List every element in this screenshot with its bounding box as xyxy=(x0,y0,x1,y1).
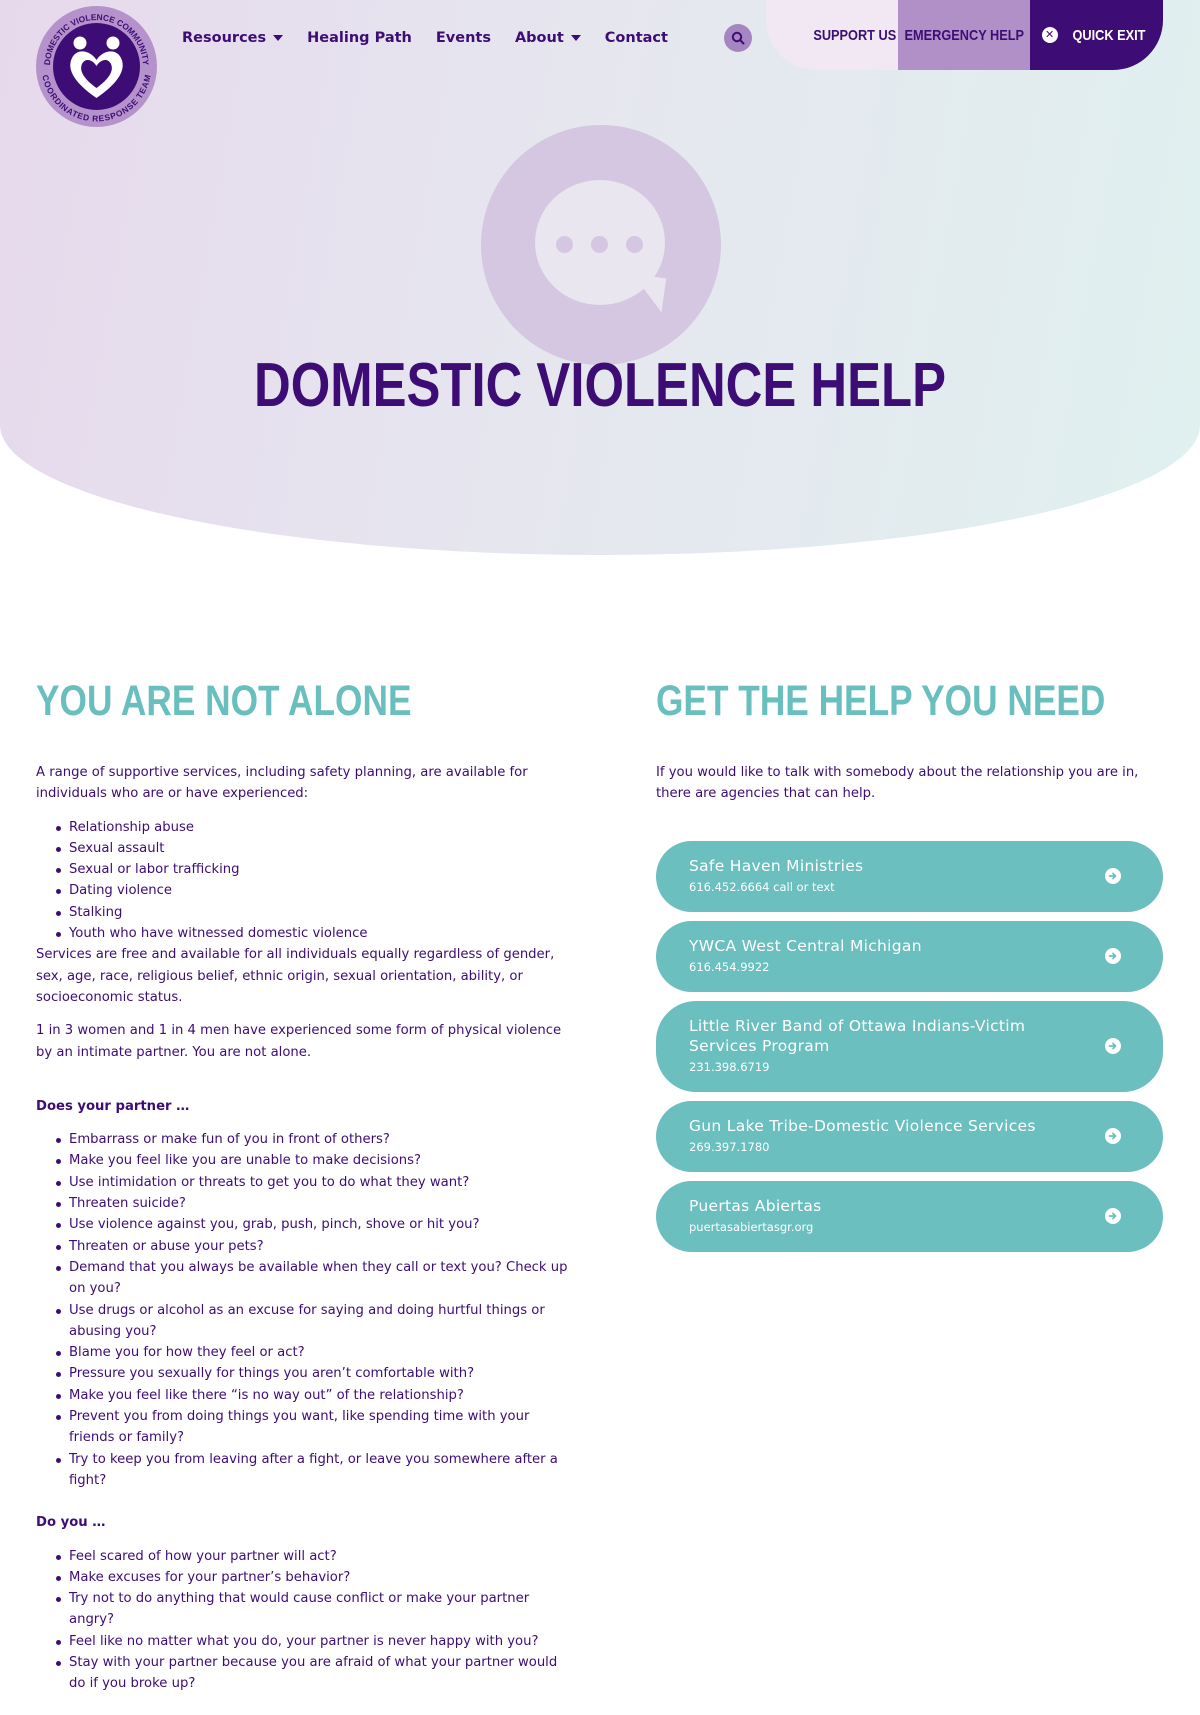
quick-exit-label: QUICK EXIT xyxy=(1072,26,1145,44)
get-help-section xyxy=(656,676,1166,1252)
nav-label: Events xyxy=(435,30,491,46)
list-item: Try not to do anything that would cause conflict or make your partner angry? xyxy=(69,1588,576,1631)
agency-name: Gun Lake Tribe-Domestic Violence Services xyxy=(689,1116,1036,1135)
section-title: GET THE HELP YOU NEED xyxy=(656,677,1106,725)
list-item: Use violence against you, grab, push, pinch, shove or hit you? xyxy=(69,1214,576,1235)
agency-card[interactable] xyxy=(656,1001,1163,1092)
agency-name: Safe Haven Ministries xyxy=(689,856,864,875)
support-us-label: SUPPORT US xyxy=(813,26,897,44)
nav-events[interactable] xyxy=(436,30,491,46)
emergency-help-button[interactable] xyxy=(898,0,1030,70)
list-item: Prevent you from doing things you want, like spending time with your friends or family? xyxy=(69,1406,576,1449)
list-item: Dating violence xyxy=(69,880,576,901)
site-logo[interactable] xyxy=(36,6,157,127)
quick-exit-button[interactable] xyxy=(1030,0,1163,70)
help-intro: If you would like to talk with somebody about the relationship you are in, there are agencies that can help. xyxy=(656,765,1139,802)
nav-contact[interactable] xyxy=(605,30,668,46)
nav-healing-path[interactable] xyxy=(307,30,412,46)
list-item: Make you feel like you are unable to make decisions? xyxy=(69,1150,576,1171)
agency-name: YWCA West Central Michigan xyxy=(689,936,922,955)
close-icon: ✕ xyxy=(1042,27,1058,43)
statistic-text: 1 in 3 women and 1 in 4 men have experienced some form of physical violence by an intimate partner. You are not alone. xyxy=(36,1023,562,1060)
agency-detail: 616.452.6664 call or text xyxy=(689,879,835,894)
list-item: Blame you for how they feel or act? xyxy=(69,1342,576,1363)
arrow-right-icon xyxy=(1105,868,1121,884)
list-item: Make excuses for your partner’s behavior? xyxy=(69,1567,576,1588)
list-item: Feel scared of how your partner will act? xyxy=(69,1546,576,1567)
agency-name: Puertas Abiertas xyxy=(689,1196,822,1215)
you-questions-list xyxy=(36,1546,576,1695)
agency-card[interactable] xyxy=(656,1181,1163,1252)
nav-label: Healing Path xyxy=(307,30,412,46)
list-item: Pressure you sexually for things you aren’t comfortable with? xyxy=(69,1363,576,1384)
arrow-right-icon xyxy=(1105,1038,1121,1054)
chevron-down-icon xyxy=(273,35,283,41)
agency-detail: 231.398.6719 xyxy=(689,1059,770,1074)
list-item: Stalking xyxy=(69,902,576,923)
list-item: Threaten suicide? xyxy=(69,1193,576,1214)
services-intro: A range of supportive services, including safety planning, are available for individuals who are or have experienced: xyxy=(36,765,528,802)
agency-detail: 269.397.1780 xyxy=(689,1139,770,1154)
list-item: Use intimidation or threats to get you to do what they want? xyxy=(69,1172,576,1193)
nav-label: Contact xyxy=(604,30,668,46)
hero-banner xyxy=(0,0,1200,555)
chat-dot xyxy=(591,236,608,253)
list-item: Threaten or abuse your pets? xyxy=(69,1236,576,1257)
list-item: Try to keep you from leaving after a fight, or leave you somewhere after a fight? xyxy=(69,1449,576,1492)
arrow-right-icon xyxy=(1105,1208,1121,1224)
arrow-right-icon xyxy=(1105,948,1121,964)
nav-label: About xyxy=(514,30,564,46)
nav-about[interactable] xyxy=(515,30,581,46)
agency-name: Little River Band of Ottawa Indians-Victim Services Program xyxy=(689,1016,1026,1055)
you-heading: Do you … xyxy=(36,1515,106,1531)
list-item: Make you feel like there “is no way out” of the relationship? xyxy=(69,1385,576,1406)
arrow-right-icon xyxy=(1105,1128,1121,1144)
list-item: Sexual assault xyxy=(69,838,576,859)
not-alone-section xyxy=(36,676,576,1695)
nav-label: Resources xyxy=(182,30,267,46)
list-item: Embarrass or make fun of you in front of others? xyxy=(69,1129,576,1150)
list-item: Demand that you always be available when they call or text you? Check up on you? xyxy=(69,1257,576,1300)
emergency-help-label: EMERGENCY HELP xyxy=(904,26,1024,44)
logo-top-text: DOMESTIC VIOLENCE COMMUNITY xyxy=(41,11,152,66)
list-item: Youth who have witnessed domestic violence xyxy=(69,923,576,944)
chat-dot xyxy=(626,236,643,253)
chevron-down-icon xyxy=(571,35,581,41)
chat-dot xyxy=(556,236,573,253)
list-item: Stay with your partner because you are afraid of what your partner would do if you broke up? xyxy=(69,1652,576,1695)
services-note: Services are free and available for all individuals equally regardless of gender, sex, age, race, religious belief, ethnic origin, sexual orientation, ability, or socioeconomic status. xyxy=(36,947,555,1005)
list-item: Feel like no matter what you do, your partner is never happy with you? xyxy=(69,1631,576,1652)
search-button[interactable] xyxy=(724,24,752,52)
agency-card[interactable] xyxy=(656,1101,1163,1172)
logo-bottom-text: COORDINATED RESPONSE TEAM xyxy=(40,73,153,124)
main-nav xyxy=(182,30,692,46)
agency-list xyxy=(656,841,1166,1252)
section-title: YOU ARE NOT ALONE xyxy=(36,677,412,725)
search-icon xyxy=(731,31,745,45)
experiences-list xyxy=(36,817,576,945)
list-item: Use drugs or alcohol as an excuse for saying and doing hurtful things or abusing you? xyxy=(69,1300,576,1343)
agency-card[interactable] xyxy=(656,841,1163,912)
list-item: Sexual or labor trafficking xyxy=(69,859,576,880)
partner-heading: Does your partner … xyxy=(36,1098,190,1114)
list-item: Relationship abuse xyxy=(69,817,576,838)
agency-detail: puertasabiertasgr.org xyxy=(689,1219,814,1234)
agency-card[interactable] xyxy=(656,921,1163,992)
nav-resources[interactable] xyxy=(182,30,283,46)
logo-seal xyxy=(36,6,157,127)
chat-bubble-tail xyxy=(628,274,666,312)
agency-detail: 616.454.9922 xyxy=(689,959,770,974)
partner-questions-list xyxy=(36,1129,576,1491)
page-title: DOMESTIC VIOLENCE HELP xyxy=(253,351,947,420)
